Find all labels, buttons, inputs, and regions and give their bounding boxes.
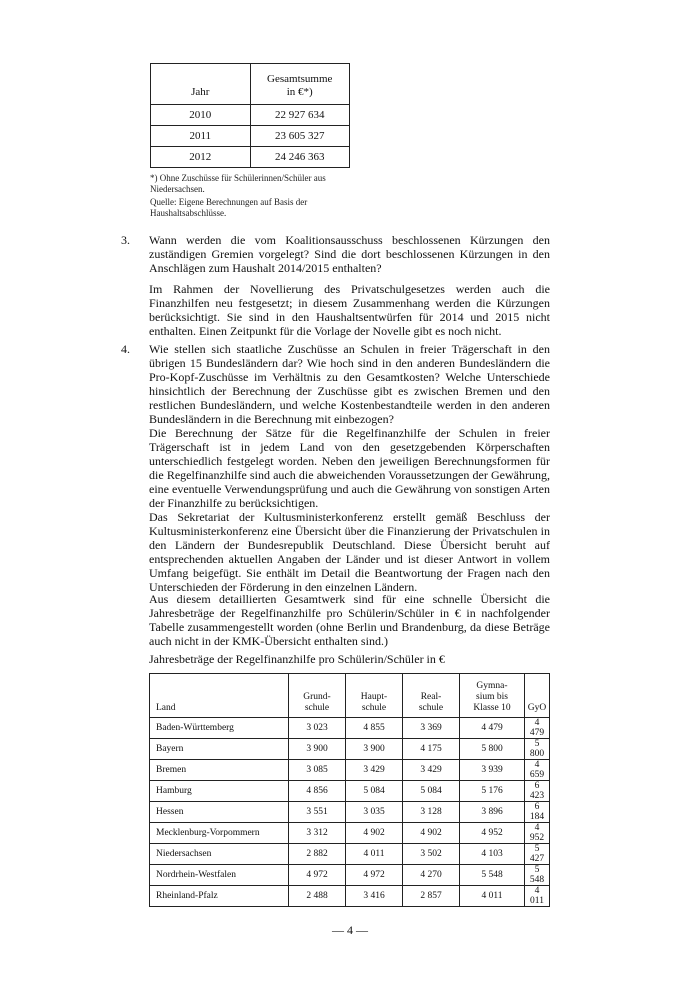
table-row — [150, 886, 550, 907]
amount-cell: 5 548 — [525, 865, 550, 886]
amount-cell: 5 084 — [403, 781, 460, 802]
land-cell: Niedersachsen — [150, 844, 289, 865]
amount-cell: 3 312 — [289, 823, 346, 844]
table-row — [150, 802, 550, 823]
amount-cell: 5 800 — [460, 739, 525, 760]
amount-cell: 3 085 — [289, 760, 346, 781]
land-cell: Baden-Württemberg — [150, 718, 289, 739]
column-header-total-line1: Gesamtsumme — [267, 72, 333, 85]
amount-cell: 4 972 — [346, 865, 403, 886]
table-row — [150, 781, 550, 802]
table-row — [151, 105, 350, 126]
year-cell: 2011 — [151, 126, 251, 147]
answer-paragraph-1: Die Berechnung der Sätze für die Regelfinanzhilfe der Schulen in freier Trägerschaft ist in jedem Land von den gesetzgebenden Körperschaften unterschiedlich festgelegt worden. Neben den jeweiligen Berechnungsformen für die Regelfinanzhilfe sind auch die abweichenden Voraussetzungen der Gewährung, eine eventuelle Verwendungsprüfung und auch die Gewährung von sonstigen Arten der Finanzhilfe zu berücksichtigen. — [149, 426, 550, 510]
land-cell: Hamburg — [150, 781, 289, 802]
land-cell: Bremen — [150, 760, 289, 781]
year-cell: 2010 — [151, 105, 251, 126]
amount-cell: 2 488 — [289, 886, 346, 907]
column-header-grundschule: Grund- schule — [289, 674, 346, 718]
answer-text: Im Rahmen der Novellierung des Privatschulgesetzes werden auch die Finanzhilfen neu festgesetzt; in diesem Zusammenhang werden die Kürzungen berücksichtigt. Sie sind in den Haushaltsentwürfen für 2014 und 2015 nicht enthalten. Einen Zeitpunkt für die Vorlage der Novelle gibt es noch nicht. — [149, 282, 550, 338]
amount-cell: 3 429 — [403, 760, 460, 781]
table-row — [151, 126, 350, 147]
land-cell: Nordrhein-Westfalen — [150, 865, 289, 886]
amount-cell: 4 952 — [460, 823, 525, 844]
amount-cell: 4 479 — [460, 718, 525, 739]
amount-cell: 2 882 — [289, 844, 346, 865]
table-row — [150, 823, 550, 844]
amount-cell: 4 011 — [346, 844, 403, 865]
table-caption: Jahresbeträge der Regelfinanzhilfe pro Schülerin/Schüler in € — [149, 652, 445, 666]
amount-cell: 4 902 — [346, 823, 403, 844]
state-funding-table — [149, 673, 550, 907]
column-header-gymnasium: Gymna- sium bis Klasse 10 — [460, 674, 525, 718]
amount-cell: 4 175 — [403, 739, 460, 760]
amount-cell: 5 176 — [460, 781, 525, 802]
table-row — [150, 865, 550, 886]
column-header-hauptschule: Haupt- schule — [346, 674, 403, 718]
amount-cell: 4 479 — [525, 718, 550, 739]
page-number: — 4 — — [332, 923, 368, 937]
amount-cell: 3 896 — [460, 802, 525, 823]
source-note: Quelle: Eigene Berechnungen auf Basis der Haushaltsabschlüsse. — [150, 197, 308, 218]
amount-cell: 4 659 — [525, 760, 550, 781]
column-header-gyo: GyO — [525, 674, 550, 718]
column-header-total — [250, 64, 350, 105]
amount-cell: 4 972 — [289, 865, 346, 886]
amount-cell: 5 427 — [525, 844, 550, 865]
amount-cell: 3 502 — [403, 844, 460, 865]
land-cell: Bayern — [150, 739, 289, 760]
question-text: Wie stellen sich staatliche Zuschüsse an Schulen in freier Trägerschaft in den übrigen 15 Bundesländern dar? Wie hoch sind in den anderen Bundesländern die Pro-Kopf-Zuschüsse im Verhältnis zu den Gesamtkosten? Welche Unterschiede hinsichtlich der Berechnung der Zuschüsse gibt es zwischen Bremen und den restlichen Bundesländern, und welche Kostenbestandteile werden in den anderen Bundesländern in die Berechnung mit einbezogen? — [149, 342, 550, 426]
column-header-year: Jahr — [151, 64, 251, 105]
amount-cell: 4 103 — [460, 844, 525, 865]
amount-cell: 4 855 — [346, 718, 403, 739]
footnote: *) Ohne Zuschüsse für Schülerinnen/Schüler aus Niedersachsen. — [150, 173, 326, 194]
amount-cell: 3 900 — [346, 739, 403, 760]
amount-cell: 4 011 — [525, 886, 550, 907]
amount-cell: 6 423 — [525, 781, 550, 802]
total-cell: 22 927 634 — [250, 105, 350, 126]
amount-cell: 4 270 — [403, 865, 460, 886]
answer-paragraph-3: Aus diesem detaillierten Gesamtwerk sind für eine schnelle Übersicht die Jahresbeträge der Regelfinanzhilfe pro Schülerin/Schüler in € in nachfolgender Tabelle zusammengestellt worden (ohne Berlin und Brandenburg, da diese Beträge auch nicht in der KMK-Übersicht enthalten sind.) — [149, 592, 550, 648]
amount-cell: 4 011 — [460, 886, 525, 907]
amount-cell: 5 800 — [525, 739, 550, 760]
amount-cell: 3 939 — [460, 760, 525, 781]
amount-cell: 4 856 — [289, 781, 346, 802]
question-text: Wann werden die vom Koalitionsausschuss beschlossenen Kürzungen den zuständigen Gremien vorgelegt? Sind die dort beschlossenen Kürzungen in den Anschlägen zum Haushalt 2014/2015 enthalten? — [149, 233, 550, 275]
amount-cell: 3 128 — [403, 802, 460, 823]
table-row — [150, 760, 550, 781]
answer-paragraph-2: Das Sekretariat der Kultusministerkonferenz erstellt gemäß Beschluss der Kultusministerkonferenz eine Übersicht über die Finanzierung der Privatschulen in den Ländern der Bundesrepublik Deutschland. Diese Übersicht beruht auf entsprechenden aktuellen Angaben der Länder und ist dieser Antwort in vollem Umfang beigefügt. Sie enthält im Detail die Beantwortung der Fragen nach den Unterschieden der Förderung in den einzelnen Ländern. — [149, 510, 550, 594]
amount-cell: 6 184 — [525, 802, 550, 823]
land-cell: Mecklenburg-Vorpommern — [150, 823, 289, 844]
amount-cell: 3 035 — [346, 802, 403, 823]
amount-cell: 5 548 — [460, 865, 525, 886]
question-number: 4. — [121, 342, 130, 356]
table-row — [151, 147, 350, 168]
table-row — [150, 844, 550, 865]
amount-cell: 5 084 — [346, 781, 403, 802]
table-header-row — [150, 674, 550, 718]
total-cell: 23 605 327 — [250, 126, 350, 147]
land-cell: Hessen — [150, 802, 289, 823]
land-cell: Rheinland-Pfalz — [150, 886, 289, 907]
question-number: 3. — [121, 233, 130, 247]
amount-cell: 2 857 — [403, 886, 460, 907]
amount-cell: 3 900 — [289, 739, 346, 760]
column-header-land: Land — [150, 674, 289, 718]
amount-cell: 3 023 — [289, 718, 346, 739]
table-header-row — [151, 64, 350, 105]
table-row — [150, 739, 550, 760]
amount-cell: 3 551 — [289, 802, 346, 823]
annual-total-table — [150, 63, 350, 168]
amount-cell: 3 369 — [403, 718, 460, 739]
amount-cell: 4 902 — [403, 823, 460, 844]
year-cell: 2012 — [151, 147, 251, 168]
total-cell: 24 246 363 — [250, 147, 350, 168]
column-header-total-line2: in €*) — [286, 86, 313, 99]
amount-cell: 4 952 — [525, 823, 550, 844]
amount-cell: 3 416 — [346, 886, 403, 907]
table-row — [150, 718, 550, 739]
column-header-realschule: Real- schule — [403, 674, 460, 718]
amount-cell: 3 429 — [346, 760, 403, 781]
